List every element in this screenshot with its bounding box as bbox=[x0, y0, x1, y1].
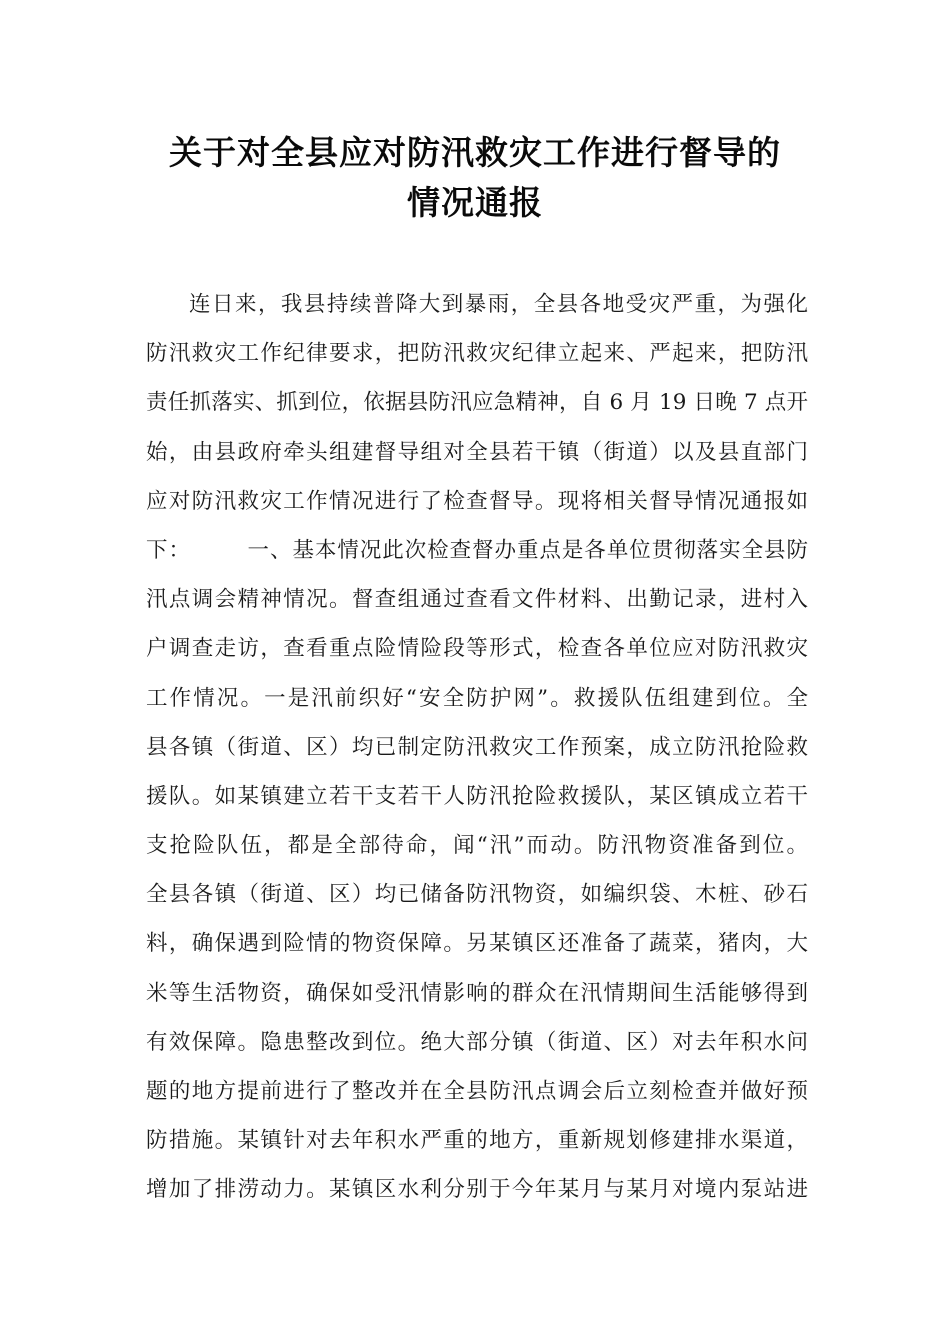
body-line: 应对防汛救灾工作情况进行了检查督导。现将相关督导情况通报如 bbox=[146, 488, 808, 514]
body-line: 援队。如某镇建立若干支若干人防汛抢险救援队，某区镇成立若干 bbox=[146, 783, 808, 809]
body-line: 防汛救灾工作纪律要求，把防汛救灾纪律立起来、严起来，把防汛 bbox=[146, 341, 808, 367]
body-line: 全县各镇（街道、区）均已储备防汛物资，如编织袋、木桩、砂石 bbox=[146, 882, 808, 908]
body-line: 汛点调会精神情况。督查组通过查看文件材料、出勤记录，进村入 bbox=[146, 587, 808, 613]
document-body bbox=[146, 280, 808, 1215]
document-title bbox=[120, 128, 830, 228]
title-line-1: 关于对全县应对防汛救灾工作进行督导的 bbox=[169, 133, 781, 172]
body-line: 责任抓落实、抓到位，依据县防汛应急精神，自 6 月 19 日晚 7 点开 bbox=[146, 390, 808, 416]
body-line: 始，由县政府牵头组建督导组对全县若干镇（街道）以及县直部门 bbox=[146, 439, 808, 465]
body-line: 连日来，我县持续普降大到暴雨，全县各地受灾严重，为强化 bbox=[189, 292, 808, 317]
body-line: 米等生活物资，确保如受汛情影响的群众在汛情期间生活能够得到 bbox=[146, 980, 808, 1006]
body-line: 题的地方提前进行了整改并在全县防汛点调会后立刻检查并做好预 bbox=[146, 1079, 808, 1104]
title-line-2: 情况通报 bbox=[407, 183, 543, 222]
body-line: 县各镇（街道、区）均已制定防汛救灾工作预案，成立防汛抢险救 bbox=[146, 734, 808, 760]
body-line: 有效保障。隐患整改到位。绝大部分镇（街道、区）对去年积水问 bbox=[146, 1029, 808, 1055]
body-line: 防措施。某镇针对去年积水严重的地方，重新规划修建排水渠道， bbox=[146, 1128, 808, 1154]
body-line: 料，确保遇到险情的物资保障。另某镇区还准备了蔬菜，猪肉，大 bbox=[146, 931, 808, 957]
body-line: 户调查走访，查看重点险情险段等形式，检查各单位应对防汛救灾 bbox=[146, 636, 808, 662]
body-line: 下： 一、基本情况此次检查督办重点是各单位贯彻落实全县防 bbox=[146, 537, 808, 563]
body-line: 支抢险队伍，都是全部待命，闻“汛”而动。防汛物资准备到位。 bbox=[146, 833, 808, 859]
body-line: 增加了排涝动力。某镇区水利分别于今年某月与某月对境内泵站进 bbox=[146, 1177, 808, 1203]
body-line: 工作情况。一是汛前织好“安全防护网”。救援队伍组建到位。全 bbox=[146, 685, 808, 711]
